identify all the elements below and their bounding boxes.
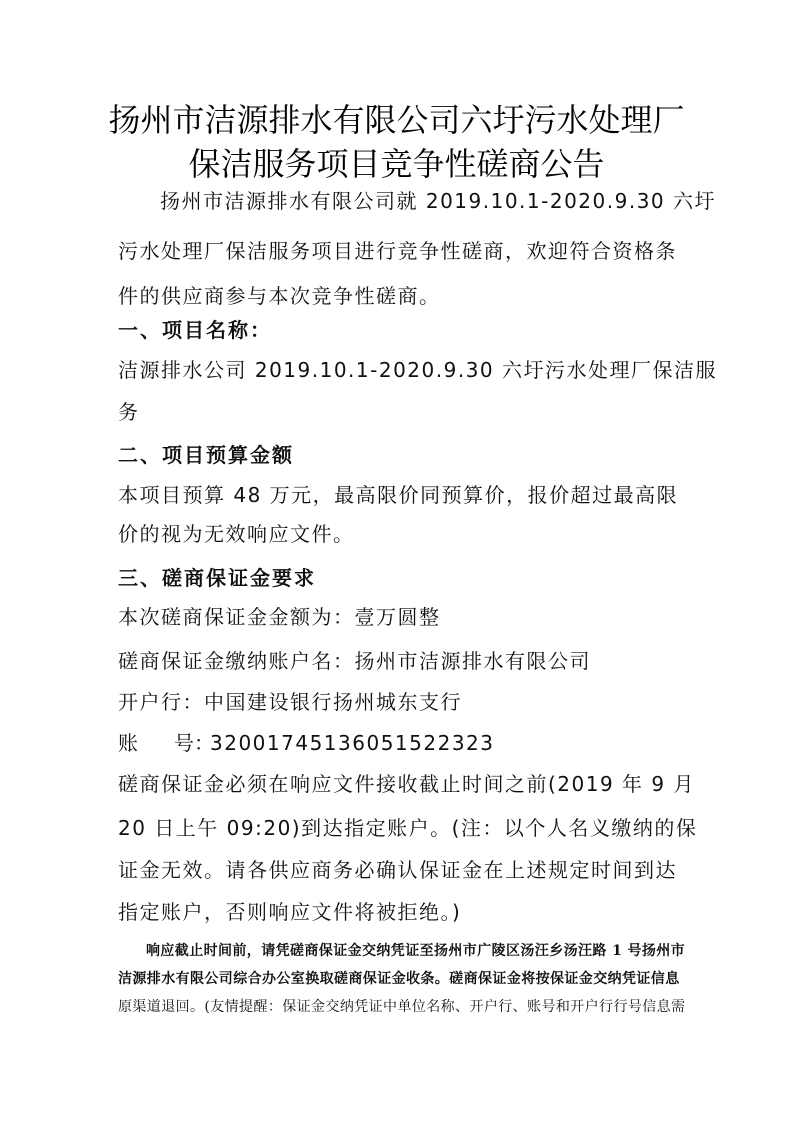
notice-line-3: 原渠道退回。(友情提醒：保证金交纳凭证中单位名称、开户行、账号和开户行行号信息需 [118,999,686,1015]
section-heading-budget: 二、项目预算金额 [118,443,294,467]
account-label [118,729,214,757]
deposit-deadline-line-1: 磋商保证金必须在响应文件接收截止时间之前(2019 年 9 月 [118,772,695,796]
section-heading-deposit: 三、磋商保证金要求 [118,566,316,590]
deposit-bank: 开户行：中国建设银行扬州城东支行 [118,690,462,714]
budget-line-1: 本项目预算 48 万元，最高限价同预算价，报价超过最高限 [118,483,679,507]
deposit-deadline-line-3: 证金无效。请各供应商务必确认保证金在上述规定时间到达 [118,858,677,882]
notice-line-1: 响应截止时间前，请凭磋商保证金交纳凭证至扬州市广陵区汤汪乡汤汪路 1 号扬州市 [146,943,686,959]
notice-line-2: 洁源排水有限公司综合办公室换取磋商保证金收条。磋商保证金将按保证金交纳凭证信息 [118,971,680,987]
account-label-char-2: 号： [174,731,214,755]
deposit-deadline-line-2: 20 日上午 09:20)到达指定账户。(注：以个人名义缴纳的保 [118,816,698,840]
document-title-line-2: 保洁服务项目竞争性磋商公告 [188,145,605,183]
deposit-amount: 本次磋商保证金金额为：壹万圆整 [118,605,441,629]
intro-line-3: 件的供应商参与本次竞争性磋商。 [118,284,441,308]
section-heading-project-name: 一、项目名称： [118,318,272,342]
budget-line-2: 价的视为无效响应文件。 [118,522,355,546]
intro-line-1: 扬州市洁源排水有限公司就 2019.10.1-2020.9.30 六圩 [160,189,717,213]
project-name-line-1: 洁源排水公司 2019.10.1-2020.9.30 六圩污水处理厂保洁服 [118,358,718,382]
account-number: 32001745136051522323 [210,731,495,755]
intro-line-2: 污水处理厂保洁服务项目进行竞争性磋商，欢迎符合资格条 [118,239,677,263]
project-name-line-2: 务 [118,400,140,424]
deposit-deadline-line-4: 指定账户，否则响应文件将被拒绝。) [118,900,462,924]
deposit-account-name: 磋商保证金缴纳账户名：扬州市洁源排水有限公司 [118,649,591,673]
document-title-line-1: 扬州市洁源排水有限公司六圩污水处理厂 [108,101,685,139]
account-label-char-1: 账 [118,731,138,755]
deposit-account-row [118,729,678,757]
